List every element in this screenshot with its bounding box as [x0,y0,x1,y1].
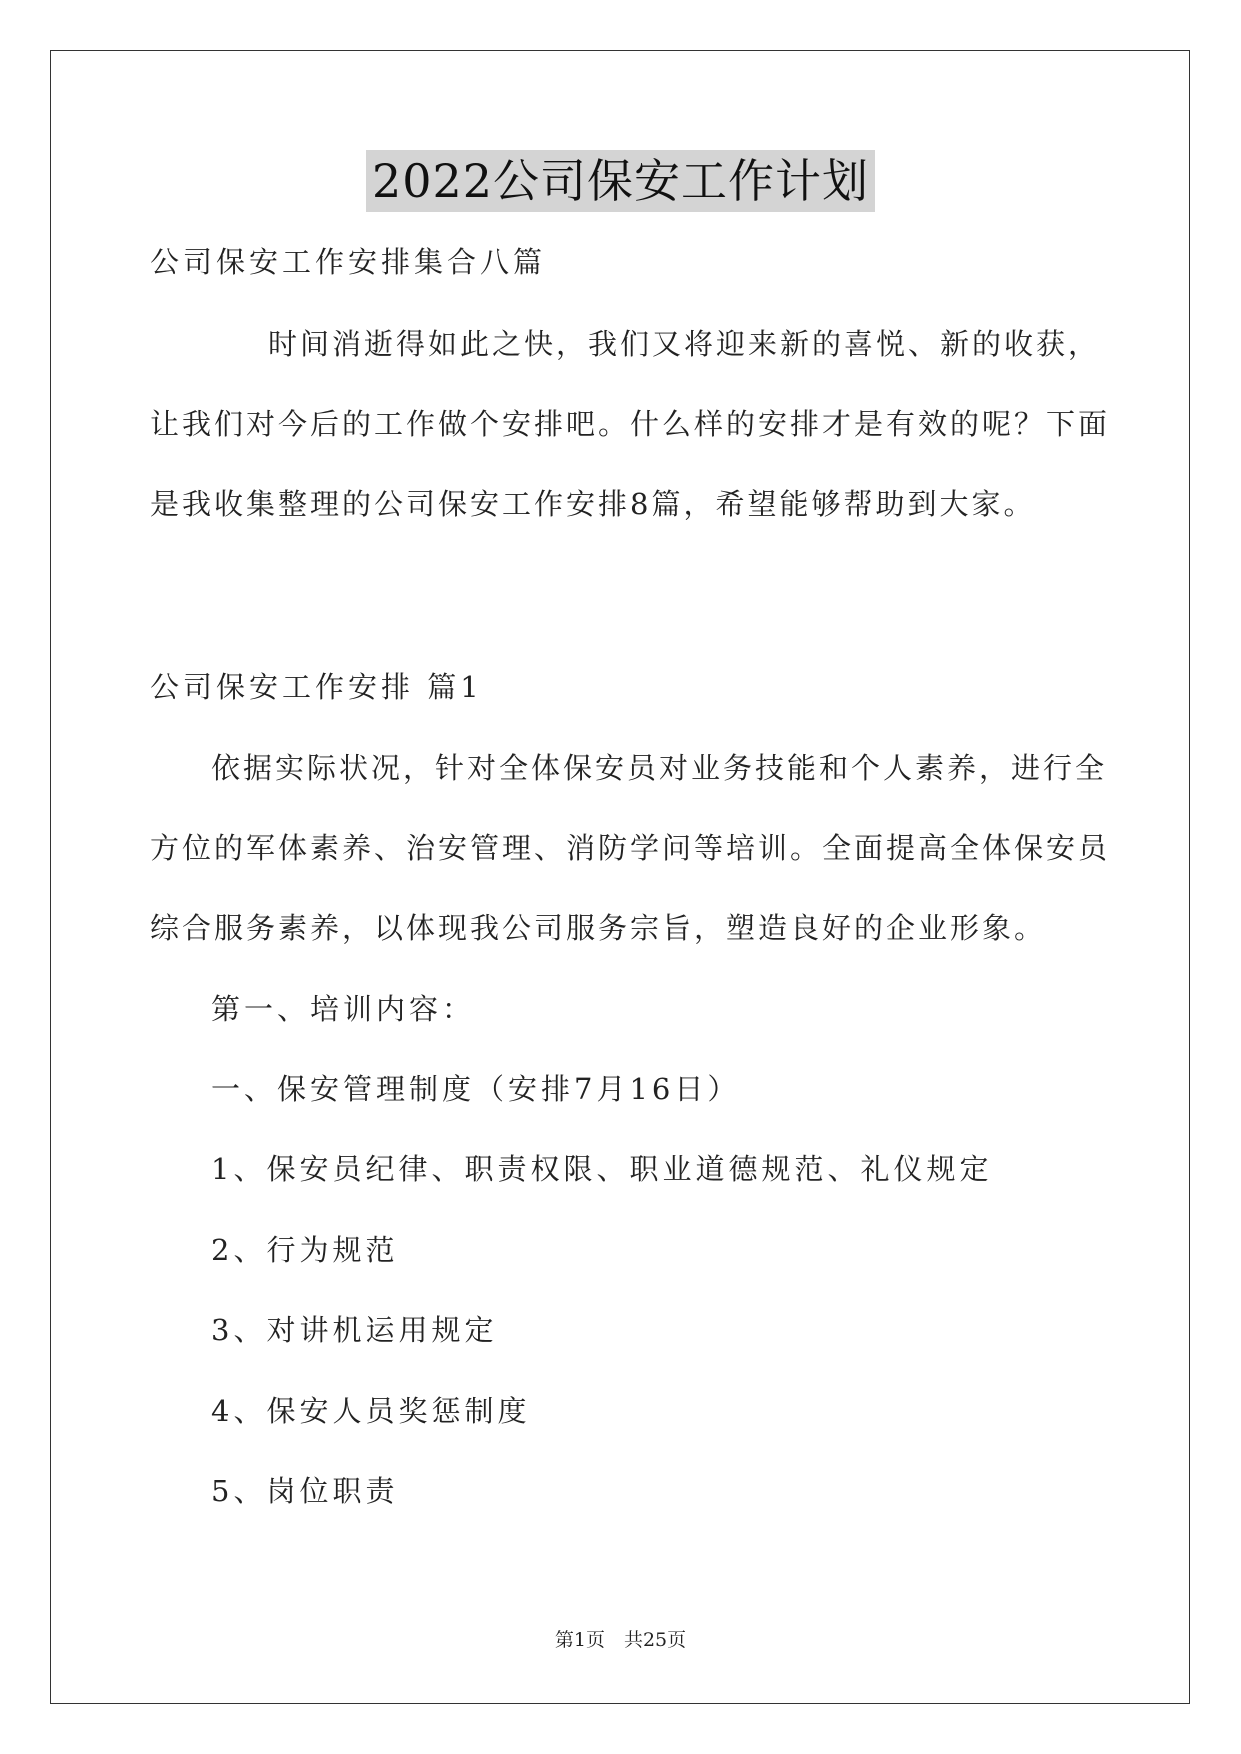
list-item: 1、保安员纪律、职责权限、职业道德规范、礼仪规定 [211,1152,993,1186]
document-subtitle: 公司保安工作安排集合八篇 [150,245,547,279]
list-item: 4、保安人员奖惩制度 [211,1394,531,1428]
section-para-line-1: 依据实际状况，针对全体保安员对业务技能和个人素养，进行全 [211,751,1108,785]
page-border [50,50,1190,1704]
section-para-line-3: 综合服务素养，以体现我公司服务宗旨，塑造良好的企业形象。 [150,911,1047,945]
list-item: 3、对讲机运用规定 [211,1313,498,1347]
training-heading: 第一、培训内容： [211,992,476,1026]
page-number: 第1页 共25页 [554,1629,687,1651]
list-item: 5、岗位职责 [211,1474,399,1508]
document-title: 2022公司保安工作计划 [366,150,875,212]
item-heading: 一、保安管理制度（安排7月16日） [211,1072,741,1106]
title-container [0,150,1241,212]
section-heading: 公司保安工作安排 篇1 [150,670,483,704]
intro-line-1: 时间消逝得如此之快，我们又将迎来新的喜悦、新的收获， [268,327,1101,361]
section-para-line-2: 方位的军体素养、治安管理、消防学问等培训。全面提高全体保安员 [150,831,1111,865]
intro-line-3: 是我收集整理的公司保安工作安排8篇，希望能够帮助到大家。 [150,487,1036,521]
intro-line-2: 让我们对今后的工作做个安排吧。什么样的安排才是有效的呢？下面 [150,407,1111,441]
list-item: 2、行为规范 [211,1233,399,1267]
